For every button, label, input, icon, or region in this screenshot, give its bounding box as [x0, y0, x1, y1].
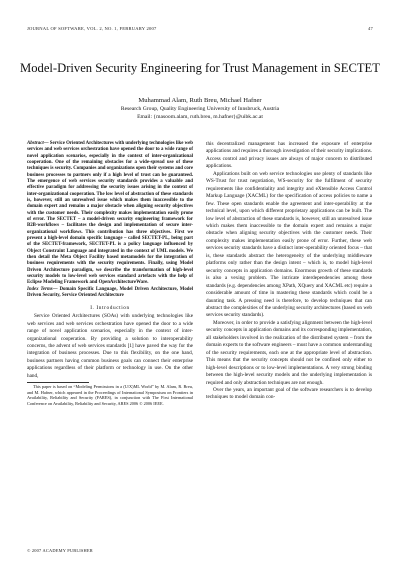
- right-paragraph-3: Moreover, in order to provide a satisfying alignment between the high-level security concepts in application domains and its corresponding implementation, all stakeholders involved in the realization of the distributed system – from the domain experts to the software engineers – must have a common understanding of the security requirements, each one at the appropriate level of abstraction. This means that the security concepts should not be confined only either to high-level descriptions or to low-level implementations. A very strong binding between the high-level security models and the underlying implementation is required and only abstraction techniques are not enough.: [206, 319, 372, 386]
- abstract: [27, 141, 193, 287]
- right-paragraph-4: Over the years, an important goal of the software researchers is to develop techniques to model domain con-: [206, 386, 372, 401]
- right-paragraph-2: Applications built on web service technologies use plenty of standards like WS-Trust for trust negotiation, WS-security for the fulfilment of security requirements like confidentiality and integrity and eXtensible Access Control Markup Language (XACML) for the specification of access policies to name a few. These open standards enable the agreement and inter-operability at the technical level, upon which different proprietary applications can be built. The low level of abstraction of these standards is, however, still an unresolved issue which makes them inaccessible to the domain expert and remains a major obstacle when aligning security objectives with the customer needs. Their complexity makes implementation easily prone of error. Further, these web services security standards have a distinct inter-operability oriented focus – that is, these standards abstract the heterogeneity of the underlying middleware platforms only rather than the design intent – which is, to model high-level security concepts in application domains. Enormous growth of these standards is also a vexing problem. The intricate interdependencies among these standards (e.g. dependencies among XPath, XQuery and XACML etc) require a considerable amount of time in mastering these standards which could be a daunting task. A pressing need is therefore, to develop techniques that can abstract the complexities of the underlying security architectures (based on web services security standards).: [206, 170, 372, 319]
- right-paragraph-1: this decentralized management has increased the exposure of enterprise applications and requires a thorough investigation of their security implications. Access control and privacy issues are always of major concern to distributed applications.: [206, 141, 372, 170]
- copyright-notice: © 2007 ACADEMY PUBLISHER: [27, 548, 93, 553]
- index-terms-text: — Domain Specific Language, Model Driven Architecture, Model Driven Security, Service Oriented Architecture: [27, 286, 193, 298]
- author-list: Muhammad Alam, Ruth Breu, Michael Hafner: [138, 97, 262, 104]
- affiliation: Research Group, Quality Engineering University of Innsbruck, Austria: [120, 106, 280, 112]
- footnote-rule: [27, 382, 89, 383]
- journal-name: JOURNAL OF SOFTWARE, VOL. 2, NO. 1, FEBRUARY 2007: [27, 26, 157, 31]
- email-line: Email: {masoom.alam, ruth.breu, m.hafner}@uibk.ac.at: [137, 114, 263, 120]
- footnote: This paper is based on “Modeling Permissions in a (U/X)ML World” by M. Alam, R. Breu, and M. Hafner, which appeared in the Proceedings of International Symposium on Frontiers in Availability, Reliability and Security (FARES), in conjunction with The First International Conference on Availability, Reliability and Security, ARES 2006 © 2006 IEEE.: [27, 384, 193, 407]
- left-column: [27, 141, 193, 407]
- index-terms: [27, 287, 193, 300]
- page-number: 47: [368, 26, 373, 31]
- index-terms-lead: Index Terms: [27, 286, 53, 292]
- right-column: [206, 141, 372, 402]
- running-head: [27, 26, 373, 31]
- abstract-lead: Abstract: [27, 141, 44, 146]
- section-heading-introduction: I. Introduction: [90, 305, 130, 312]
- intro-paragraph: Service Oriented Architectures (SOAs) with underlying technologies like web services and web services orchestration have opened the door to a wide range of novel application scenarios, especially in the context of inter-organizational cooperation. By providing a solution to interoperability concerns, the advent of web services standards [1] have paved the way for the integration of business processes. Due to this flexibility, on the one hand, business partners having common business goals can connect their enterprise applications regardless of their platform or technology in use. On the other hand,: [27, 313, 193, 379]
- abstract-text: — Service Oriented Architectures with underlying technologies like web services and web services orchestration have opened the door to a wide range of novel application scenarios, especially in the context of inter-organizational cooperation. One of the remaining obstacles for a wide-spread use of these techniques is security. Companies and organizations open their systems and core business processes to partners only if a high level of trust can be guaranteed. The emergence of web services security standards provides a valuable and effective paradigm for addressing the security issues arising in the context of inter-organizational cooperation. The low level of abstraction of these standards is, however, still an unresolved issue which makes them inaccessible to the domain expert and remains a major obstacle when aligning security objectives with the customer needs. Their complexity makes implementation easily prone of error. The SECTET – a model-driven security engineering framework for B2B-workflows – facilitates the design and implementation of secure inter-organizational workflows. This contribution has three objectives. First we present a high-level domain specific language – called SECTET-PL, being part of the SECTET-framework, SECTET-PL is a policy language influenced by Object Constraint Language and integrated in the context of UML models. We then detail the Meta Object Facility based metamodels for the integration of business requirements with the security requirements. Finally, using Model Driven Architecture paradigm, we describe the transformation of high-level security models to low-level web services standard artefacts with the help of Eclipse Modeling Framework and OpenArchitectureWare.: [27, 141, 193, 286]
- paper-title: Model-Driven Security Engineering for Trust Management in SECTET: [20, 61, 380, 75]
